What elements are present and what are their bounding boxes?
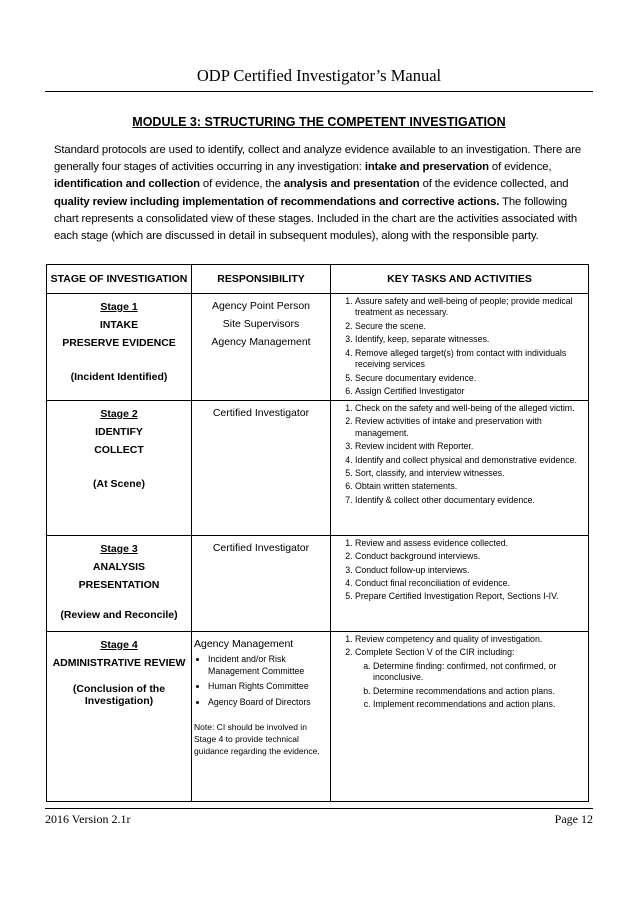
subtask-item: a. Determine finding: confirmed, not confirmed, or inconclusive. xyxy=(373,661,582,684)
task-item: 3. Conduct follow-up interviews. xyxy=(355,565,582,577)
header-rule xyxy=(45,91,593,92)
stage-3-line-2: PRESENTATION xyxy=(78,579,160,591)
intro-paragraph xyxy=(54,142,586,245)
header-responsibility: RESPONSIBILITY xyxy=(192,265,331,294)
responsibility-note: Note: CI should be involved in Stage 4 to provide technical guidance regarding the evidence. xyxy=(194,722,320,756)
responsibility-bullet: • Human Rights Committee xyxy=(208,681,326,693)
table-header-row xyxy=(47,265,589,294)
task-item: 2. Review activities of intake and preservation with management. xyxy=(355,416,582,439)
stage-3-cell xyxy=(47,536,192,632)
intro-bold: quality review including implementation of recommendations and corrective actions. xyxy=(54,195,500,208)
task-item: 4. Identify and collect physical and demonstrative evidence. xyxy=(355,455,582,467)
task-item: 5. Prepare Certified Investigation Report, Sections I-IV. xyxy=(355,591,582,603)
stage-2-tasks xyxy=(331,401,589,536)
responsibility-bullet: • Incident and/or Risk Management Committee xyxy=(208,654,326,677)
intro-text: of evidence, the xyxy=(199,178,284,191)
subtask-item: c. Implement recommendations and action plans. xyxy=(373,699,582,711)
task-item: 1. Review and assess evidence collected. xyxy=(355,538,582,550)
responsible-party: Agency Management xyxy=(211,336,311,348)
page-header-title: ODP Certified Investigator’s Manual xyxy=(196,66,442,85)
stage-1-label: Stage 1 xyxy=(100,301,138,313)
task-item: 3. Review incident with Reporter. xyxy=(355,441,582,453)
task-list xyxy=(331,634,588,711)
stage-3-tasks xyxy=(331,536,589,632)
task-item: 1. Review competency and quality of investigation. xyxy=(355,634,582,646)
task-list xyxy=(331,403,588,507)
task-item: 7. Identify & collect other documentary evidence. xyxy=(355,495,582,507)
intro-text: The following chart represents a consolidated view of these stages. Included in the chart are the activities associated with each stage (which are discussed in detail in subsequent modules), along with the responsible party. xyxy=(54,195,578,243)
responsibility-bullet: • Agency Board of Directors xyxy=(208,697,326,709)
stage-4-responsibility xyxy=(192,632,331,802)
table-row-stage-1 xyxy=(47,294,589,401)
footer-rule xyxy=(45,808,593,809)
stage-3-note: (Review and Reconcile) xyxy=(60,609,178,621)
stage-1-responsibility xyxy=(192,294,331,401)
stage-1-note: (Incident Identified) xyxy=(70,371,168,383)
stage-3-line-1: ANALYSIS xyxy=(92,561,146,573)
stages-table xyxy=(46,264,589,802)
stage-4-tasks xyxy=(331,632,589,802)
task-list xyxy=(331,538,588,603)
stage-2-note: (At Scene) xyxy=(93,478,145,490)
task-item: 5. Secure documentary evidence. xyxy=(355,373,582,385)
task-item: 6. Obtain written statements. xyxy=(355,481,582,493)
stage-1-line-2: PRESERVE EVIDENCE xyxy=(62,337,176,349)
responsibility-bullets xyxy=(192,654,330,708)
stage-2-label: Stage 2 xyxy=(100,408,138,420)
footer-version: 2016 Version 2.1r xyxy=(45,812,131,826)
responsible-party: Agency Point Person xyxy=(211,300,311,312)
footer-page-number: Page 12 xyxy=(554,812,593,826)
stage-2-cell xyxy=(47,401,192,536)
responsible-party: Certified Investigator xyxy=(212,407,310,419)
task-item: 4. Remove alleged target(s) from contact with individuals receiving services xyxy=(355,348,582,371)
task-item: 3. Identify, keep, separate witnesses. xyxy=(355,334,582,346)
task-item xyxy=(355,647,582,710)
stage-2-line-2: COLLECT xyxy=(94,444,144,456)
task-item: 2. Conduct background interviews. xyxy=(355,551,582,563)
stage-4-note: (Conclusion of the Investigation) xyxy=(72,683,166,707)
intro-bold: intake and preservation xyxy=(364,161,489,174)
stage-3-responsibility xyxy=(192,536,331,632)
stage-1-tasks xyxy=(331,294,589,401)
task-item: 5. Sort, classify, and interview witnesses. xyxy=(355,468,582,480)
intro-text: Standard protocols are used to identify, collect and analyze evidence available to an investigation. There are generally four stages of activities occurring in any investigation: xyxy=(54,144,582,174)
intro-text: of evidence, xyxy=(488,161,552,174)
task-item: 2. Secure the scene. xyxy=(355,321,582,333)
task-item: 1. Assure safety and well-being of people; provide medical treatment as necessary. xyxy=(355,296,582,319)
task-list xyxy=(331,296,588,398)
responsible-party: Certified Investigator xyxy=(212,542,310,554)
task-item-text: Complete Section V of the CIR including: xyxy=(355,647,515,658)
intro-text: of the evidence collected, and xyxy=(419,178,569,191)
intro-bold: analysis and presentation xyxy=(283,178,420,191)
task-item: 6. Assign Certified Investigator xyxy=(355,386,582,398)
table-row-stage-3 xyxy=(47,536,589,632)
task-item: 4. Conduct final reconciliation of evidence. xyxy=(355,578,582,590)
stage-4-cell xyxy=(47,632,192,802)
table-row-stage-2 xyxy=(47,401,589,536)
intro-bold: identification and collection xyxy=(54,178,200,191)
module-title: MODULE 3: STRUCTURING THE COMPETENT INVESTIGATION xyxy=(132,115,506,129)
subtask-list xyxy=(355,661,582,711)
stage-1-line-1: INTAKE xyxy=(99,319,139,331)
task-item: 1. Check on the safety and well-being of the alleged victim. xyxy=(355,403,582,415)
stage-3-label: Stage 3 xyxy=(100,543,138,555)
stage-2-line-1: IDENTIFY xyxy=(95,426,143,438)
table-row-stage-4 xyxy=(47,632,589,802)
header-stage: STAGE OF INVESTIGATION xyxy=(47,265,192,294)
stage-2-responsibility xyxy=(192,401,331,536)
subtask-item: b. Determine recommendations and action plans. xyxy=(373,686,582,698)
responsible-party: Site Supervisors xyxy=(222,318,300,330)
stage-4-label: Stage 4 xyxy=(100,639,138,651)
responsible-party: Agency Management xyxy=(194,638,294,650)
header-tasks: KEY TASKS AND ACTIVITIES xyxy=(331,265,589,294)
stage-4-line-1: ADMINISTRATIVE REVIEW xyxy=(52,657,186,669)
stage-1-cell xyxy=(47,294,192,401)
